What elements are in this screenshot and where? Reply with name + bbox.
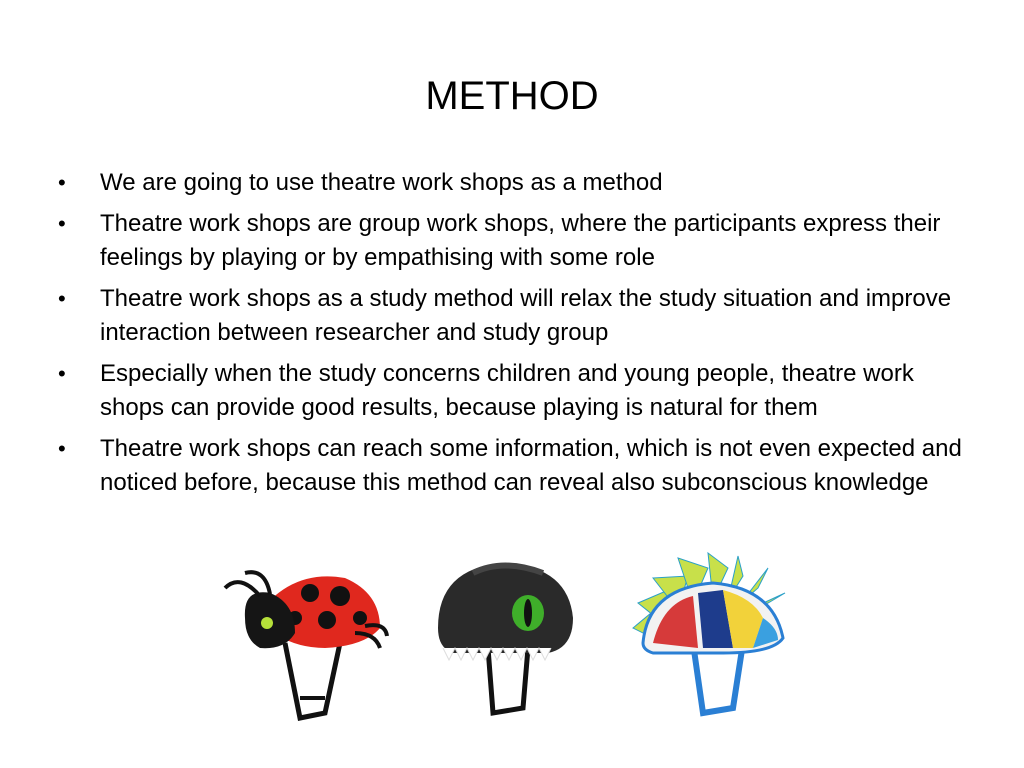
helmet-images xyxy=(215,548,795,728)
bullet-item xyxy=(58,357,968,425)
bullet-item xyxy=(58,207,968,275)
bullet-item xyxy=(58,282,968,350)
bullet-item xyxy=(58,166,968,200)
slide-title: METHOD xyxy=(425,74,599,118)
bullet-marker: • xyxy=(58,211,66,236)
bullet-marker: • xyxy=(58,286,66,311)
bullet-marker: • xyxy=(58,361,66,386)
mohawk-helmet-image xyxy=(623,548,793,723)
bullet-marker: • xyxy=(58,436,66,461)
dinosaur-helmet-image xyxy=(433,548,578,723)
bullet-list xyxy=(58,166,968,507)
bullet-item xyxy=(58,432,968,500)
bullet-text: Especially when the study concerns children and young people, theatre work shops can provide good results, because playing is natural for them xyxy=(100,360,914,421)
bullet-marker: • xyxy=(58,170,66,195)
bullet-text: Theatre work shops can reach some information, which is not even expected and noticed before, because this method can reveal also subconscious knowledge xyxy=(100,435,962,496)
bullet-text: We are going to use theatre work shops as a method xyxy=(100,169,663,196)
bullet-text: Theatre work shops as a study method will relax the study situation and improve interaction between researcher and study group xyxy=(100,285,952,346)
bullet-text: Theatre work shops are group work shops, where the participants express their feelings by playing or by empathising with some role xyxy=(100,210,941,271)
ladybug-helmet-image xyxy=(215,548,390,723)
